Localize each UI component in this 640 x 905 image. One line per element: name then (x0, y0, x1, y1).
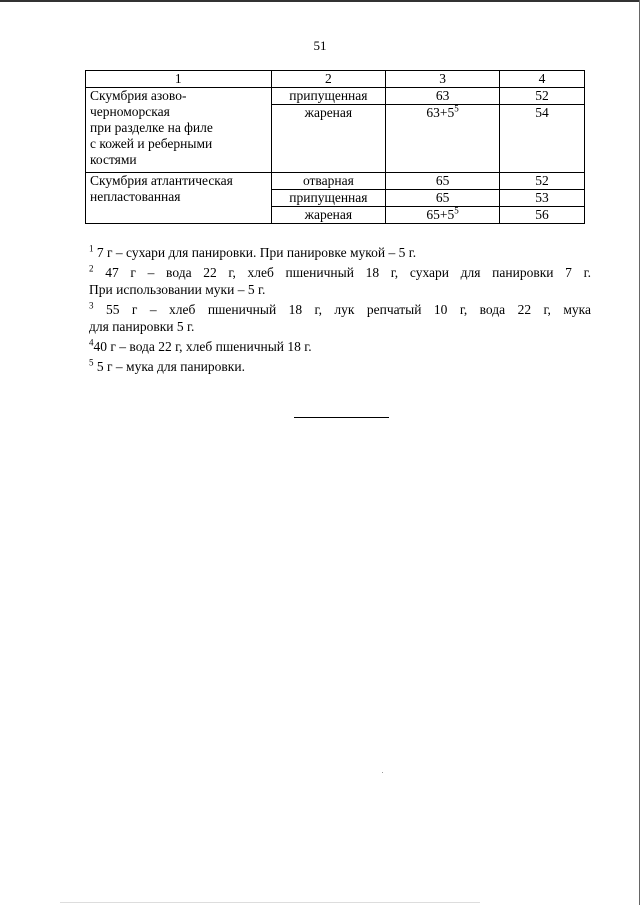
value-col-3: 65+5 (426, 207, 455, 222)
product-name-line: Скумбрия атлантическая (90, 173, 233, 188)
footnote-text: 55 г – хлеб пшеничный 18 г, лук репчатый 10 г, вода 22 г, мука (105, 302, 591, 317)
value-col-3: 63 (435, 88, 450, 103)
page-bottom-edge (60, 902, 480, 903)
footnote-1 (89, 244, 591, 261)
value-col-4-cell: 56 (499, 207, 584, 224)
product-name-cell (86, 88, 272, 173)
cooking-method-cell: припущенная (271, 190, 386, 207)
header-col-4: 4 (499, 71, 584, 88)
footnote-3 (89, 301, 591, 335)
product-name-line: костями (90, 152, 137, 167)
footnote-line (89, 264, 591, 281)
cooking-method-cell: жареная (271, 105, 386, 173)
cooking-method-cell: припущенная (271, 88, 386, 105)
footnote-text: При использовании муки – 5 г. (89, 282, 266, 297)
value-col-4-cell: 53 (499, 190, 584, 207)
end-of-section-rule (294, 417, 389, 418)
footnote-line (89, 301, 591, 318)
value-col-4-cell: 54 (499, 105, 584, 173)
scan-speck (382, 772, 383, 773)
header-col-1: 1 (86, 71, 272, 88)
footnote-mark: 5 (454, 205, 459, 216)
product-name-line: непластованная (90, 189, 181, 204)
value-col-3: 65 (435, 173, 450, 188)
footnote-text: 5 г – мука для панировки. (96, 359, 245, 374)
value-col-3-cell (386, 173, 500, 190)
table-row (86, 88, 585, 105)
cooking-method-cell: жареная (271, 207, 386, 224)
cooking-method-cell: отварная (271, 173, 386, 190)
footnote-mark: 4 (89, 337, 94, 348)
page-number: 51 (313, 38, 327, 53)
value-col-4-cell: 52 (499, 88, 584, 105)
value-col-3-cell (386, 105, 500, 173)
footnote-text: 40 г – вода 22 г, хлеб пшеничный 18 г. (93, 339, 312, 354)
value-col-3-cell (386, 207, 500, 224)
value-col-3: 63+5 (426, 105, 455, 120)
footnote-mark: 5 (454, 103, 459, 114)
value-col-3: 65 (435, 190, 450, 205)
table-header-row (86, 71, 585, 88)
table-row (86, 173, 585, 190)
product-name-line: черноморская (90, 104, 170, 119)
page-top-edge (0, 0, 640, 2)
product-name-line: Скумбрия азово- (90, 88, 187, 103)
footnote-text: 47 г – вода 22 г, хлеб пшеничный 18 г, сухари для панировки 7 г. (105, 265, 592, 280)
product-name-line: при разделке на филе (90, 120, 213, 135)
footnote-mark: 2 (89, 263, 94, 274)
footnote-5 (89, 358, 591, 375)
product-name-line: с кожей и реберными (90, 136, 213, 151)
cooking-yield-table (85, 70, 585, 224)
footnote-mark: 5 (89, 357, 94, 368)
header-col-2: 2 (271, 71, 386, 88)
footnote-2 (89, 264, 591, 298)
footnotes (89, 244, 591, 378)
value-col-3-cell (386, 88, 500, 105)
value-col-4-cell: 52 (499, 173, 584, 190)
footnote-text: 7 г – сухари для панировки. При панировке мукой – 5 г. (96, 245, 417, 260)
footnote-text: для панировки 5 г. (89, 319, 195, 334)
footnote-mark: 1 (89, 243, 94, 254)
header-col-3: 3 (386, 71, 500, 88)
footnote-4 (89, 338, 591, 355)
product-name-cell (86, 173, 272, 224)
footnote-mark: 3 (89, 300, 94, 311)
value-col-3-cell (386, 190, 500, 207)
